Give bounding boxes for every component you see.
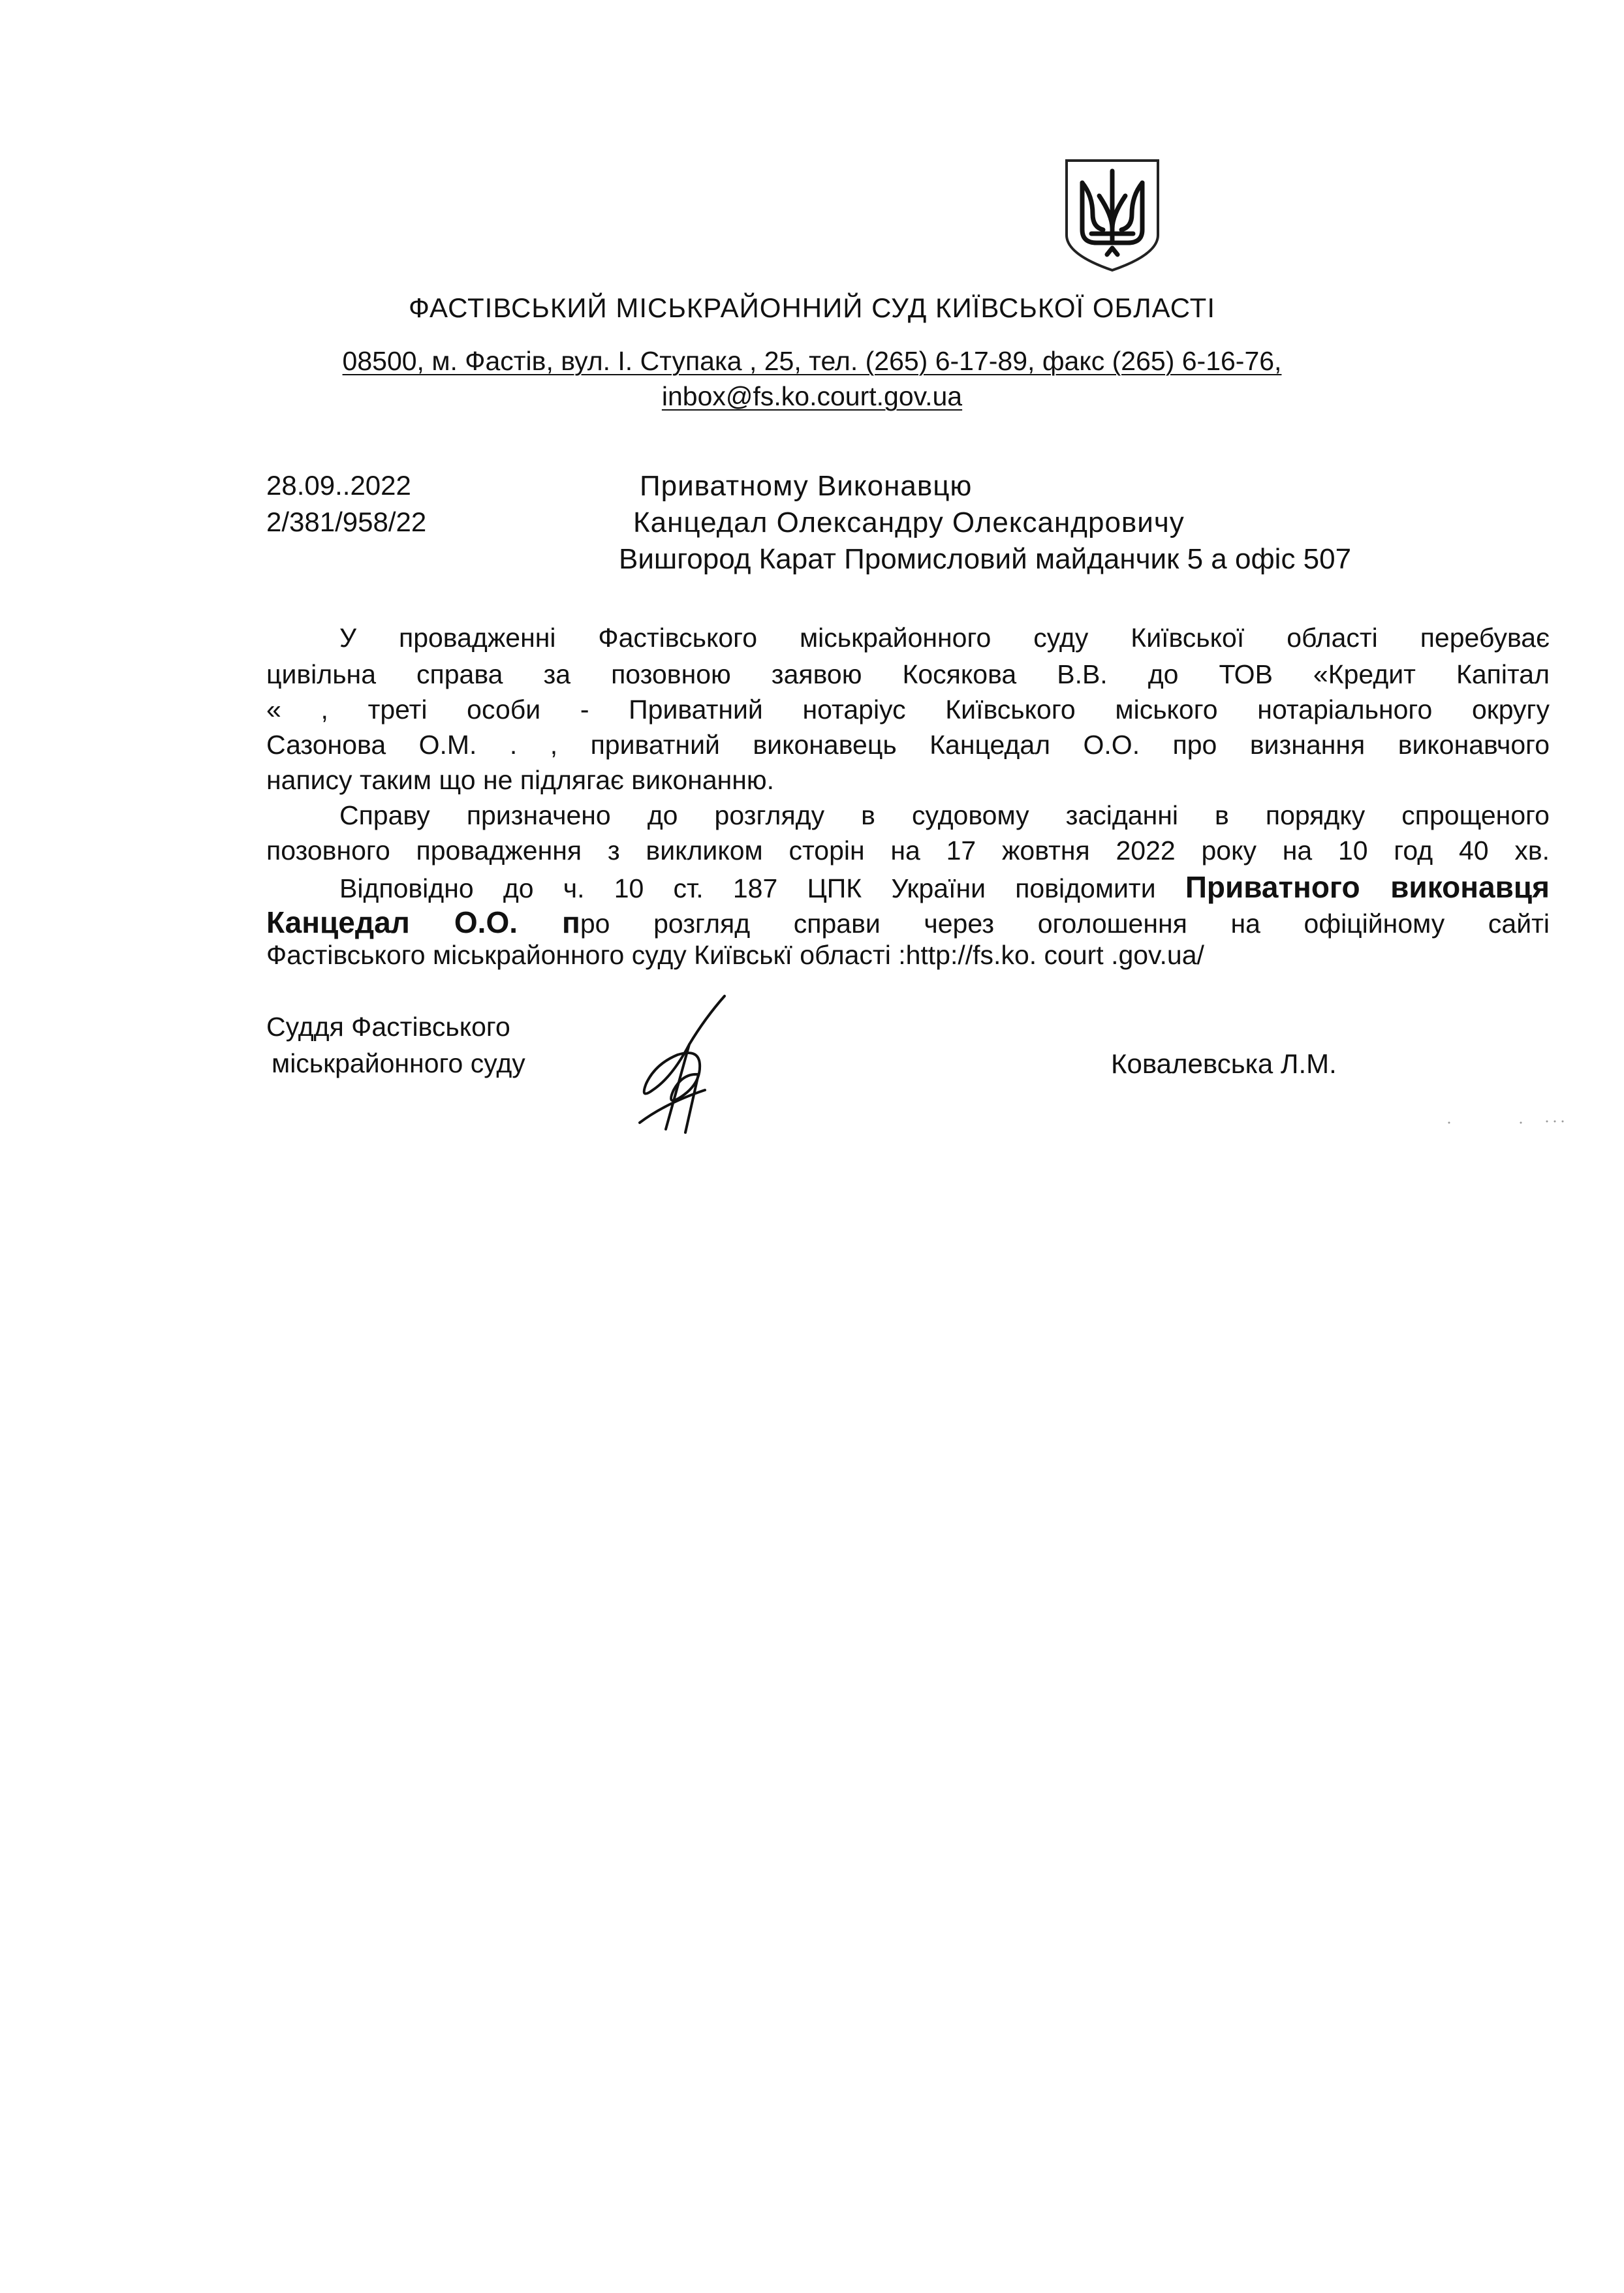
paragraph-3-line-1 <box>339 869 1550 905</box>
paragraph-3-line-2 <box>266 905 1550 940</box>
recipient-address: Вишгород Карат Промисловий майданчик 5 а офіс 507 <box>619 543 1352 575</box>
paragraph-3-line-1-bold: Приватного виконавця <box>1185 870 1550 904</box>
paragraph-1-line-2: цивільна справа за позовною заявою Косякова В.В. до ТОВ «Кредит Капітал <box>266 659 1550 689</box>
document-number: 2/381/958/22 <box>266 507 427 537</box>
paragraph-3-line-2-text: ро розгляд справи через оголошення на офіційному сайті <box>580 909 1550 939</box>
judge-title-line-1: Суддя Фастівського <box>266 1012 510 1042</box>
court-address: 08500, м. Фастів, вул. І. Ступака , 25, тел. (265) 6-17-89, факс (265) 6-16-76, <box>342 346 1282 376</box>
paragraph-3-line-3: Фастівського міськрайонного суду Київськї області :http://fs.ko. court .gov.ua/ <box>266 940 1204 970</box>
paragraph-2-line-1: Справу призначено до розгляду в судовому засіданні в порядку спрощеного <box>339 800 1550 830</box>
paragraph-1-line-3: « , треті особи - Приватний нотаріус Київського міського нотаріального округу <box>266 694 1550 725</box>
judge-name: Ковалевська Л.М. <box>1111 1048 1337 1079</box>
court-email-line <box>0 381 1624 412</box>
judge-title-line-2: міськрайонного суду <box>272 1048 525 1078</box>
court-email[interactable]: inbox@fs.ko.court.gov.ua <box>661 381 963 411</box>
handwritten-signature <box>627 992 738 1136</box>
paragraph-3-line-1-text: Відповідно до ч. 10 ст. 187 ЦПК України повідомити <box>339 873 1185 903</box>
recipient-title: Приватному Виконавцю <box>640 470 973 502</box>
document-date: 28.09..2022 <box>266 470 411 501</box>
paragraph-3-line-2-bold: Канцедал О.О. п <box>266 905 580 939</box>
tryzub-coat-of-arms-icon <box>1063 157 1162 273</box>
paragraph-2-line-2: позовного провадження з викликом сторін на 17 жовтня 2022 року на 10 год 40 хв. <box>266 835 1550 866</box>
paragraph-1-line-4: Сазонова О.М. . , приватний виконавець Канцедал О.О. про визнання виконавчого <box>266 730 1550 760</box>
court-name: ФАСТІВСЬКИЙ МІСЬКРАЙОННИЙ СУД КИЇВСЬКОЇ ОБЛАСТІ <box>408 292 1215 323</box>
scan-noise <box>1443 1116 1573 1129</box>
court-contacts <box>0 346 1624 377</box>
recipient-name: Канцедал Олександру Олександровичу <box>633 507 1185 538</box>
paragraph-1-line-5: напису таким що не підлягає виконанню. <box>266 765 775 795</box>
paragraph-1-line-1: У провадженні Фастівського міськрайонного суду Київської області перебуває <box>339 623 1550 653</box>
